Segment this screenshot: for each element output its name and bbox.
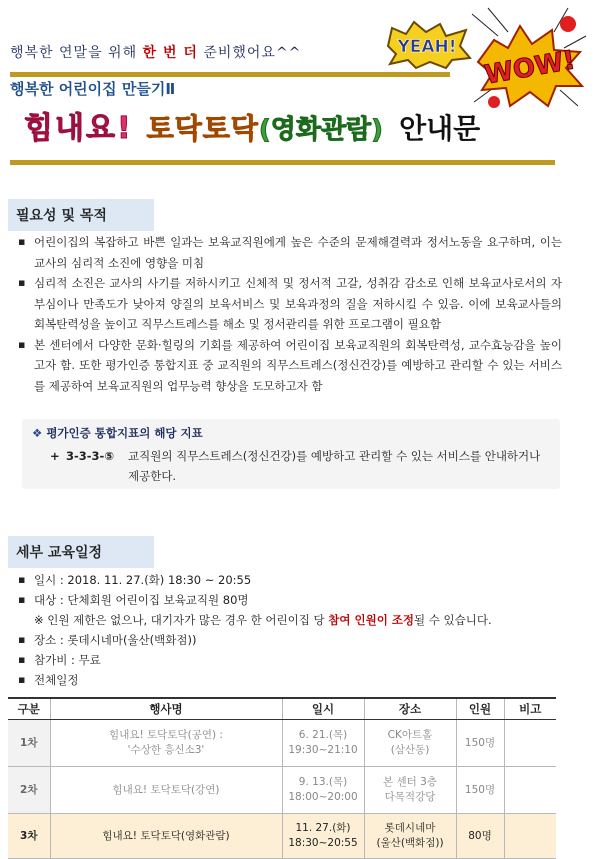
cell-place: 롯데시네마 (울산(백화점)) [364,814,456,859]
table-row [8,767,556,814]
title-part4: 안내문 [399,112,481,145]
title-part3: (영화관람) [258,115,384,145]
schedule-info [12,570,562,690]
purpose-bullet-2: ▪ 심리적 소진은 교사의 사기를 저하시키고 신체적 및 정서적 고갈, 성취감 감소로 인해 보육교사로서의 자부심이나 만족도가 낮아져 양질의 보육서비스 및 보육과정의 질을 저하시킬 수 있음. 이에 보육교사들의 회복탄력성을 높이고 직무스트레스를 해소 및 정서관리를 위한 프로그램이 필요함 [12,273,562,335]
indicator-note-box [22,419,560,489]
cell-round: 3차 [8,814,50,859]
schedule-table [8,697,556,859]
col-event: 행사명 [50,698,282,720]
cell-round: 2차 [8,767,50,814]
indicator-code: 3-3-3-⑤ [66,449,115,463]
plus-icon: + [50,449,60,463]
schedule-overall: ▪ 전체일정 [12,670,562,690]
table-row [8,720,556,767]
section-purpose-heading: 필요성 및 목적 [8,199,154,231]
cell-count: 150명 [456,720,504,767]
cell-round: 1차 [8,720,50,767]
purpose-bullet-1: ▪ 어린이집의 복잡하고 바쁜 일과는 보육교직원에게 높은 수준의 문제해결력과 정서노동을 요구하며, 이는 교사의 심리적 소진에 영향을 미침 [12,232,562,273]
table-header-row [8,698,556,720]
indicator-text: 교직원의 직무스트레스(정신건강)를 예방하고 관리할 수 있는 서비스를 안내하거나 제공한다. [128,449,541,483]
section-schedule-heading: 세부 교육일정 [8,536,154,568]
page-title [24,103,480,147]
cell-place: 본 센터 3층 다목적강당 [364,767,456,814]
schedule-date: ▪ 일시 : 2018. 11. 27.(화) 18:30 ~ 20:55 [12,570,562,590]
cell-count: 80명 [456,814,504,859]
title-part1: 힘내요! [24,111,133,146]
cell-datetime: 11. 27.(화) 18:30~20:55 [282,814,364,859]
schedule-target: ▪ 대상 : 단체회원 어린이집 보육교직원 80명 [12,590,562,610]
top-gold-line [10,72,450,77]
notice-pre: ※ 인원 제한은 없으나, 대기자가 많은 경우 한 어린이집 당 [34,613,329,627]
cell-note [504,720,556,767]
wow-sticker-icon [468,6,590,114]
tagline [10,42,301,62]
bottom-gold-line [10,160,555,165]
schedule-notice [12,610,562,630]
subtitle: 행복한 어린이집 만들기Ⅱ [10,80,176,98]
col-note: 비고 [504,698,556,720]
col-place: 장소 [364,698,456,720]
cell-datetime: 9. 13.(목) 18:00~20:00 [282,767,364,814]
purpose-bullet-3: ▪ 본 센터에서 다양한 문화·힐링의 기회를 제공하여 어린이집 보육교직원의 회복탄력성, 교수효능감을 높이고자 함. 또한 평가인증 통합지표 중 교직원의 직무스트레스(정신건강)를 예방하고 관리할 수 있는 서비스를 제공하여 보육교직원의 업무능력 향상을 도모하고자 함 [12,335,562,397]
indicator-title-text: 평가인증 통합지표의 해당 지표 [46,426,203,440]
cell-event: 힘내요! 토닥토닥(강연) [50,767,282,814]
cell-event: 힘내요! 토닥토닥(공연) : '수상한 흥신소3' [50,720,282,767]
cell-place: CK아트홀 (삼산동) [364,720,456,767]
indicator-title [32,425,203,441]
notice-emph: 참여 인원이 조정 [328,613,415,627]
purpose-list [12,232,562,396]
col-count: 인원 [456,698,504,720]
yeah-text: YEAH! [397,37,457,57]
col-datetime: 일시 [282,698,364,720]
wow-text: WOW! [482,45,578,91]
cell-datetime: 6. 21.(목) 19:30~21:10 [282,720,364,767]
schedule-fee: ▪ 참가비 : 무료 [12,650,562,670]
tagline-pre: 행복한 연말을 위해 [10,45,143,61]
schedule-place: ▪ 장소 : 롯데시네마(울산(백화점)) [12,630,562,650]
notice-post: 될 수 있습니다. [414,613,492,627]
cell-note [504,767,556,814]
cell-event: 힘내요! 토닥토닥(영화관람) [50,814,282,859]
indicator-item [50,446,550,486]
col-round: 구분 [8,698,50,720]
yeah-sticker-icon [382,18,472,70]
tagline-post: 준비했어요^^ [197,45,302,61]
tagline-emph: 한 번 더 [142,45,198,61]
cell-count: 150명 [456,767,504,814]
diamond-icon: ❖ [32,426,43,440]
title-part2: 토닥토닥 [146,112,259,145]
